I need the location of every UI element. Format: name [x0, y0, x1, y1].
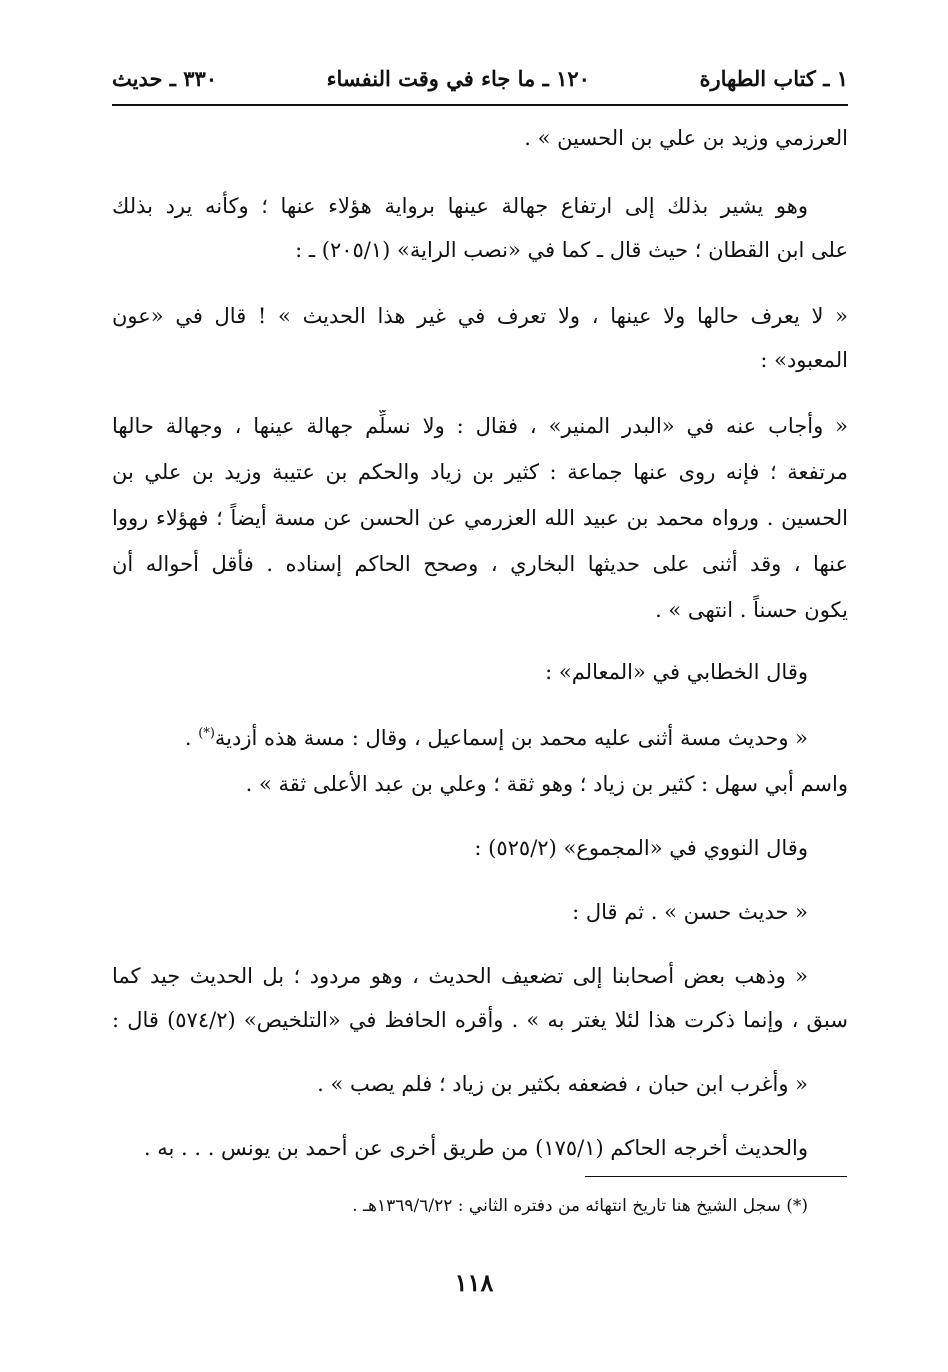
- text-line: واسم أبي سهل : كثير بن زياد ؛ وهو ثقة ؛ وعلي بن عبد الأعلى ثقة » .: [245, 772, 848, 796]
- text-line-body: « وحديث مسة أثنى عليه محمد بن إسماعيل ، وقال : مسة هذه أزدية: [214, 726, 808, 750]
- text-line: « وأجاب عنه في «البدر المنير» ، فقال : ولا نسلِّم جهالة عينها ، وجهالة حالها: [112, 414, 848, 438]
- text-line: يكون حسناً . انتهى » .: [655, 598, 848, 622]
- text-line-with-footnote: [112, 722, 848, 756]
- text-line: « حديث حسن » . ثم قال :: [572, 900, 808, 924]
- text-line: وقال الخطابي في «المعالم» :: [545, 660, 808, 684]
- text-line: الحسين . ورواه محمد بن عبيد الله العزرمي عن الحسن عن مسة أيضاً ؛ فهؤلاء رووا: [112, 506, 848, 530]
- header-book-title: ١ ـ كتاب الطهارة: [699, 65, 848, 91]
- text-line: عنها ، وقد أثنى على حديثها البخاري ، وصحح الحاكم إسناده . فأقل أحواله أن: [112, 552, 848, 576]
- text-line: وقال النووي في «المجموع» (٥٢٥/٢) :: [474, 836, 808, 860]
- text-line-suffix: .: [184, 726, 199, 750]
- footnote-marker[interactable]: (*): [198, 726, 215, 741]
- text-line: « لا يعرف حالها ولا عينها ، ولا تعرف في غير هذا الحديث » ! قال في «عون: [112, 304, 848, 328]
- footnote-separator: [585, 1176, 847, 1177]
- header-chapter-title: ١٢٠ ـ ما جاء في وقت النفساء: [326, 65, 590, 91]
- page-number: ١١٨: [454, 1268, 494, 1297]
- text-line: والحديث أخرجه الحاكم (١٧٥/١) من طريق أخرى عن أحمد بن يونس . . . به .: [143, 1136, 808, 1160]
- text-line: على ابن القطان ؛ حيث قال ـ كما في «نصب الراية» (٢٠٥/١) ـ :: [295, 238, 848, 262]
- text-line: « وذهب بعض أصحابنا إلى تضعيف الحديث ، وهو مردود ؛ بل الحديث جيد كما: [112, 964, 808, 988]
- text-line: مرتفعة ؛ فإنه روى عنها جماعة : كثير بن زياد والحكم بن عتيبة وزيد بن علي بن: [112, 460, 848, 484]
- text-line: سبق ، وإنما ذكرت هذا لئلا يغتر به » . وأقره الحافظ في «التلخيص» (٥٧٤/٢) قال :: [112, 1008, 848, 1032]
- footnote-text: (*) سجل الشيخ هنا تاريخ انتهائه من دفتره الثاني : ١٣٦٩/٦/٢٢هـ .: [352, 1196, 808, 1216]
- header-hadith-number: ٣٣٠ ـ حديث: [112, 65, 218, 91]
- text-line: وهو يشير بذلك إلى ارتفاع جهالة عينها برواية هؤلاء عنها ؛ وكأنه يرد بذلك: [112, 194, 808, 218]
- text-line: « وأغرب ابن حبان ، فضعفه بكثير بن زياد ؛ فلم يصب » .: [317, 1072, 808, 1096]
- text-line: العرزمي وزيد بن علي بن الحسين » .: [524, 126, 848, 150]
- running-header: [112, 58, 848, 98]
- text-line: المعبود» :: [760, 348, 848, 372]
- header-rule: [112, 104, 848, 106]
